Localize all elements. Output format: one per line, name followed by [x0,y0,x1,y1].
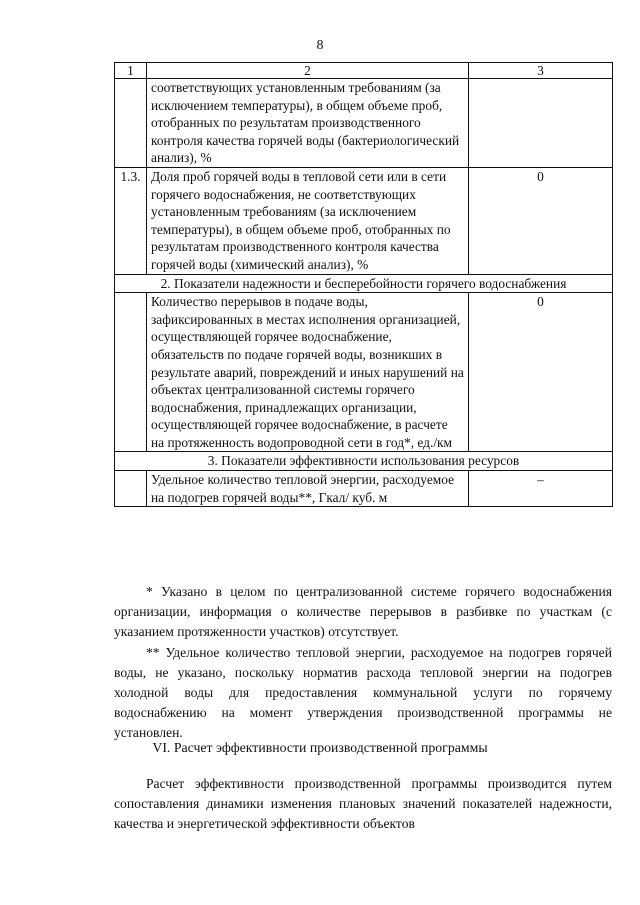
row-value: 0 [469,293,613,452]
table-row [115,293,613,452]
table-header-row [115,63,613,79]
table-row [115,167,613,274]
footnotes [114,582,612,744]
section-row [115,452,613,471]
header-col-3: 3 [469,63,613,79]
table-row [115,471,613,507]
table-row [115,79,613,168]
section-title-efficiency: 3. Показатели эффективности использования ресурсов [115,452,613,471]
row-text: Удельное количество тепловой энергии, расходуемое на подогрев горячей воды**, Гкал/ куб. м [147,471,469,507]
row-text: Доля проб горячей воды в тепловой сети или в сети горячего водоснабжения, не соответствующих установленным требованиям (за исключением температуры), в общем объеме проб, отобранных по результатам производственного контроля качества горячей воды (химический анализ), % [147,167,469,274]
page-number: 8 [316,38,324,53]
row-text: соответствующих установленным требованиям (за исключением температуры), в общем объеме проб, отобранных по результатам производственного контроля качества горячей воды (бактериологический анализ), % [147,79,469,168]
footnote-2: ** Удельное количество тепловой энергии, расходуемое на подогрев горячей воды, не указано, поскольку норматив расхода тепловой энергии на подогрев холодной воды для предоставления коммунальной услуги по горячему водоснабжению на момент утверждения производственной программы не установлен. [114,644,612,741]
row-number [115,471,147,507]
footnote-1: * Указано в целом по централизованной системе горячего водоснабжения организации, информация о количестве перерывов в разбивке по участкам (с указанием протяженности участков) отсутствует. [114,584,612,640]
row-number [115,293,147,452]
row-value: 0 [469,167,613,274]
header-col-2: 2 [147,63,469,79]
section-row [115,274,613,293]
paragraph-text: Расчет эффективности производственной программы производится путем сопоставления динамики изменения плановых значений показателей надежности, качества и энергетической эффективности объектов [114,776,612,832]
indicators-table [114,62,613,507]
row-text: Количество перерывов в подаче воды, зафиксированных в местах исполнения организацией, осуществляющей горячее водоснабжение, обязательств по подаче горячей воды, возникших в результате аварий, повреждений и иных нарушений на объектах централизованной системы горячего водоснабжения, принадлежащих организации, осуществляющей горячее водоснабжение, в расчете на протяженность водопроводной сети в год*, ед./км [147,293,469,452]
row-value [469,79,613,168]
section-heading: VI. Расчет эффективности производственной программы [152,740,488,755]
body-paragraph [114,774,612,835]
row-value: – [469,471,613,507]
header-col-1: 1 [115,63,147,79]
row-number [115,79,147,168]
row-number: 1.3. [115,167,147,274]
section-title-reliability: 2. Показатели надежности и бесперебойности горячего водоснабжения [115,274,613,293]
